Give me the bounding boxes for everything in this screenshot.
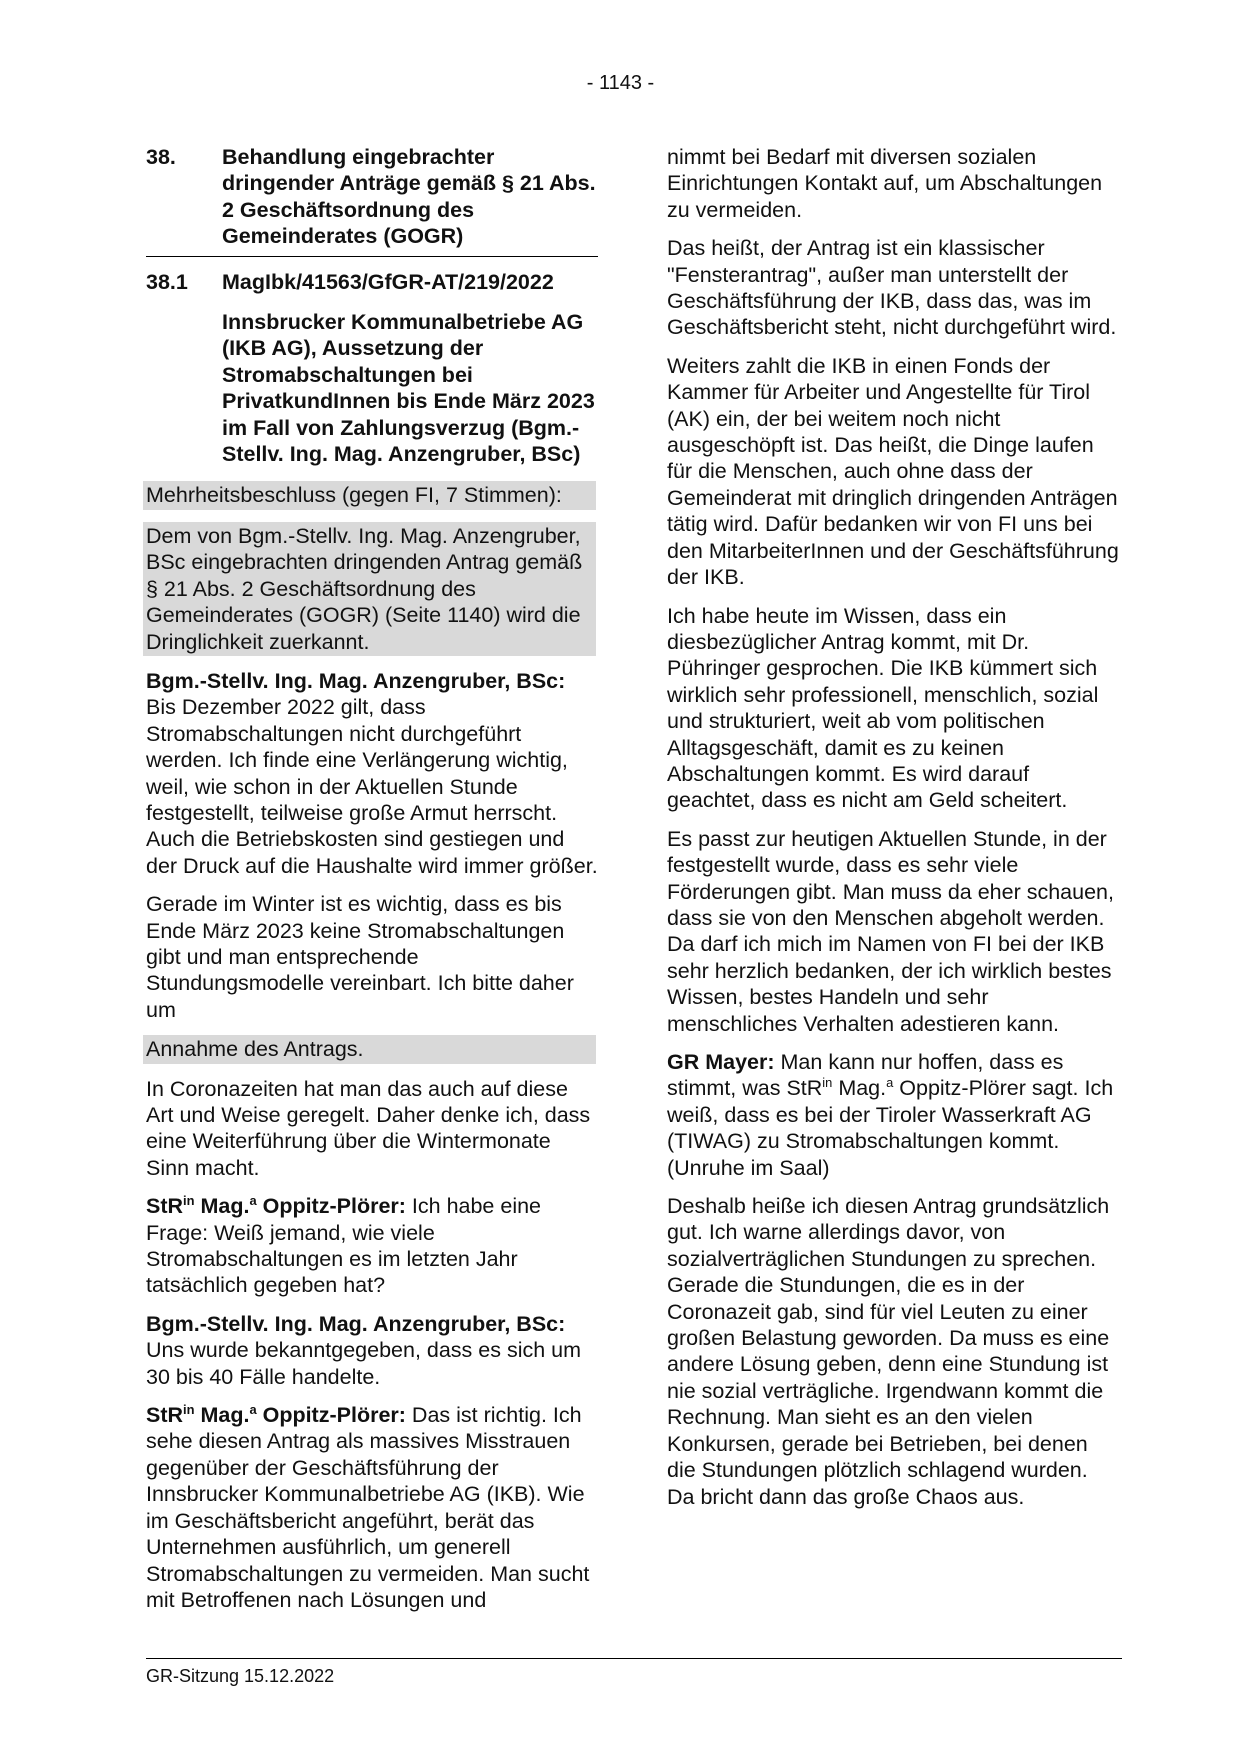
- decision-text: Dem von Bgm.-Stellv. Ing. Mag. Anzengruber, BSc eingebrachten dringenden Antrag gemäß § 21 Abs. 2 Geschäftsordnung des Gemeinderates (GOGR) (Seite 1140) wird die Dringlichkeit zuerkannt.: [143, 510, 596, 656]
- speaker-superscript: a: [249, 1193, 257, 1209]
- speech-paragraph: [667, 1049, 1119, 1181]
- agenda-subitem-reference: MagIbk/41563/GfGR-AT/219/2022: [222, 269, 554, 294]
- decision-block: [146, 481, 598, 655]
- speech-text: Es passt zur heutigen Aktuellen Stunde, in der festgestellt wurde, dass es sehr viele Förderungen gibt. Man muss da eher schauen, dass sie von den Menschen abgeholt werden. Da darf ich mich im Namen von FI bei der IKB sehr herzlich bedanken, der ich wirklich bestes Wissen, bestes Handeln und sehr menschliches Verhalten adestieren kann.: [667, 826, 1114, 1036]
- agenda-subitem-number: 38.1: [146, 269, 188, 294]
- speaker-name: Bgm.-Stellv. Ing. Mag. Anzengruber, BSc:: [146, 668, 566, 693]
- speech-text: Gerade im Winter ist es wichtig, dass es bis Ende März 2023 keine Stromabschaltungen gibt und man entsprechende Stundungsmodelle vereinbart. Ich bitte daher um: [146, 892, 574, 1022]
- speaker-name-part: StR: [146, 1194, 184, 1219]
- speech-text: In Coronazeiten hat man das auch auf diese Art und Weise geregelt. Daher denke ich, dass eine Weiterführung über die Wintermonate Sinn macht.: [146, 1076, 591, 1180]
- speaker-superscript: in: [183, 1193, 195, 1209]
- agenda-subitem-subject: Innsbrucker Kommunalbetriebe AG (IKB AG), Aussetzung der Stromabschaltungen bei PrivatkundInnen bis Ende März 2023 im Fall von Zahlungsverzug (Bgm.-Stellv. Ing. Mag. Anzengruber, BSc): [222, 310, 595, 467]
- speech-text: Weiters zahlt die IKB in einen Fonds der Kammer für Arbeiter und Angestellte für Tirol (AK) ein, der bei weitem noch nicht ausgeschöpft ist. Das heißt, die Dinge laufen für die Menschen, auch ohne dass der Gemeinderat mit dringlich dringenden Anträgen tätig wird. Dafür bedanken wir von FI uns bei den MitarbeiterInnen und der Geschäftsführung der IKB.: [667, 353, 1119, 590]
- speech-text: Oppitz-Plörer sagt. Ich weiß, dass es bei der Tiroler Wasserkraft AG (TIWAG) zu Stromabschaltungen kommt. (Unruhe im Saal): [667, 1076, 1114, 1180]
- speaker-superscript: a: [249, 1401, 257, 1417]
- speech-paragraph: [146, 1311, 598, 1390]
- speech-text: Uns wurde bekanntgegeben, dass es sich um 30 bis 40 Fälle handelte.: [146, 1338, 582, 1389]
- speaker-superscript: in: [183, 1401, 195, 1417]
- speech-text: Ich habe eine Frage: Weiß jemand, wie viele Stromabschaltungen es im letzten Jahr tatsächlich gegeben hat?: [146, 1194, 542, 1298]
- speech-paragraph: [667, 603, 1119, 814]
- speech-paragraph: [667, 826, 1119, 1037]
- speaker-name: GR Mayer:: [667, 1050, 775, 1074]
- agenda-item-title: Behandlung eingebrachter dringender Anträge gemäß § 21 Abs. 2 Geschäftsordnung des Gemeinderates (GOGR): [222, 145, 596, 249]
- speaker-name: [146, 1403, 406, 1427]
- speaker-name-part: Oppitz-Plörer:: [256, 1403, 406, 1428]
- speech-paragraph: [146, 668, 598, 879]
- page-number: - 1143 -: [586, 72, 655, 94]
- footer-session-date: GR-Sitzung 15.12.2022: [146, 1666, 335, 1686]
- right-column: [667, 144, 1119, 1522]
- decision-label: Mehrheitsbeschluss (gegen FI, 7 Stimmen):: [143, 481, 596, 509]
- speaker-name-part: Mag.: [194, 1403, 250, 1428]
- agenda-item-38-1: [146, 269, 598, 295]
- motion-highlight: Annahme des Antrags.: [143, 1035, 596, 1063]
- speech-paragraph: [146, 1076, 598, 1182]
- speaker-name-part: StR: [146, 1403, 184, 1428]
- text-superscript: a: [886, 1075, 894, 1091]
- speech-paragraph: [146, 1402, 598, 1613]
- speaker-name-part: Mag.: [194, 1194, 250, 1219]
- speech-text: Das heißt, der Antrag ist ein klassischer "Fensterantrag", außer man unterstellt der Geschäftsführung der IKB, dass das, was im Geschäftsbericht steht, nicht durchgeführt wird.: [667, 236, 1117, 340]
- motion-highlight-paragraph: [146, 1035, 598, 1063]
- speech-paragraph: [667, 235, 1119, 341]
- speech-paragraph: [146, 1193, 598, 1299]
- footer-divider: [146, 1658, 1122, 1659]
- agenda-item-38: [146, 144, 598, 257]
- speech-paragraph: [667, 353, 1119, 591]
- agenda-item-number: 38.: [146, 145, 176, 169]
- speech-paragraph: [667, 144, 1119, 223]
- speech-text: Mag.: [832, 1076, 887, 1101]
- speech-paragraph: [146, 891, 598, 1023]
- speech-text: nimmt bei Bedarf mit diversen sozialen Einrichtungen Kontakt auf, um Abschaltungen zu vermeiden.: [667, 145, 1103, 222]
- speech-text: Deshalb heiße ich diesen Antrag grundsätzlich gut. Ich warne allerdings davor, von sozialverträglichen Stundungen zu sprechen. Gerade die Stundungen, die es in der Coronazeit gab, sind für viel Leuten zu einer großen Belastung geworden. Da muss es eine andere Lösung geben, denn eine Stundung ist nie sozial verträgliche. Irgendwann kommt die Rechnung. Man sieht es an den vielen Konkursen, gerade bei Betrieben, bei denen die Stundungen plötzlich schlagend wurden. Da bricht dann das große Chaos aus.: [667, 1194, 1110, 1509]
- text-superscript: in: [822, 1075, 833, 1091]
- speech-text: Man kann nur hoffen, dass es stimmt, was StR: [667, 1050, 1064, 1101]
- speaker-name-part: Oppitz-Plörer:: [256, 1194, 406, 1219]
- speech-text: Das ist richtig. Ich sehe diesen Antrag als massives Misstrauen gegenüber der Geschäftsführung der Innsbrucker Kommunalbetriebe AG (IKB). Wie im Geschäftsbericht angeführt, berät das Unternehmen ausführlich, um generell Stromabschaltungen zu vermeiden. Man sucht mit Betroffenen nach Lösungen und: [146, 1403, 590, 1612]
- speech-paragraph: [667, 1193, 1119, 1510]
- speech-text: Ich habe heute im Wissen, dass ein diesbezüglicher Antrag kommt, mit Dr. Pühringer gesprochen. Die IKB kümmert sich wirklich sehr professionell, menschlich, sozial und strukturiert, weit ab vom politischen Alltagsgeschäft, damit es zu keinen Abschaltungen kommt. Es wird darauf geachtet, dass es nicht am Geld scheitert.: [667, 603, 1099, 813]
- speech-text: Bis Dezember 2022 gilt, dass Stromabschaltungen nicht durchgeführt werden. Ich finde eine Verlängerung wichtig, weil, wie schon in der Aktuellen Stunde festgestellt, teilweise große Armut herrscht. Auch die Betriebskosten sind gestiegen und der Druck auf die Haushalte wird immer größer.: [146, 695, 598, 878]
- speaker-name: [146, 1194, 406, 1218]
- speaker-name: Bgm.-Stellv. Ing. Mag. Anzengruber, BSc:: [146, 1311, 566, 1336]
- left-column: [146, 144, 598, 1625]
